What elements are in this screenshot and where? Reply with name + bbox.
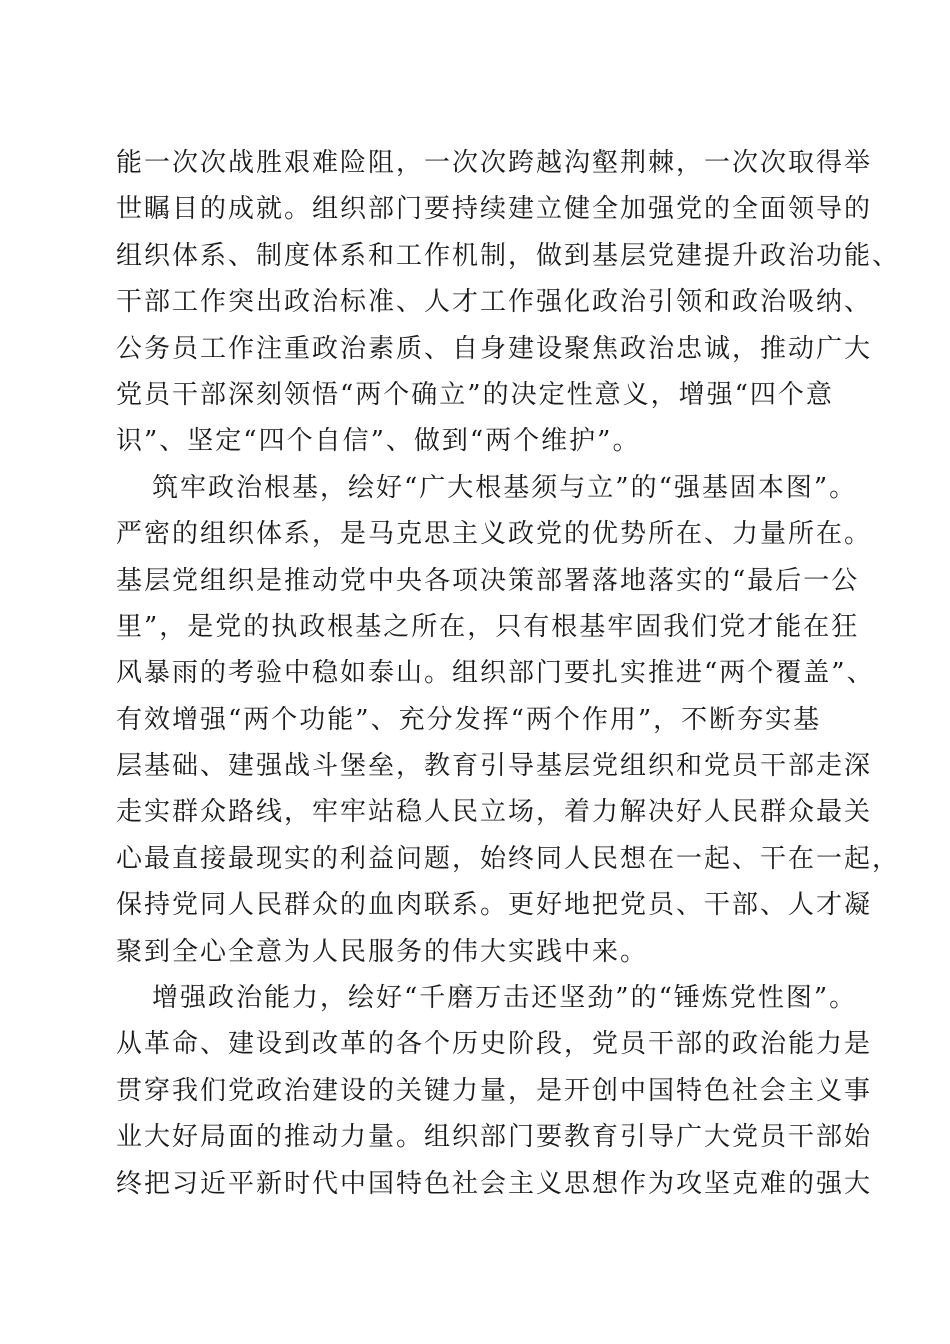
text-line: 能一次次战胜艰难险阻，一次次跨越沟壑荆棘，一次次取得举 [116, 148, 873, 178]
text-line: 世瞩目的成就。组织部门要持续建立健全加强党的全面领导的 [116, 194, 873, 225]
text-line: 公务员工作注重政治素质、自身建设聚焦政治忠诚，推动广大 [116, 333, 873, 364]
text-line: 聚到全心全意为人民服务的伟大实践中来。 [116, 936, 649, 967]
text-line: 严密的组织体系，是马克思主义政党的优势所在、力量所在。 [116, 519, 873, 550]
text-line: 增强政治能力，绘好“千磨万击还坚劲”的“锤炼党性图”。 [152, 983, 858, 1014]
paragraph-3 [116, 975, 873, 1207]
text-line: 心最直接最现实的利益问题，始终同人民想在一起、干在一起， [116, 843, 901, 874]
text-line: 识”、坚定“四个自信”、做到“两个维护”。 [116, 426, 641, 457]
text-line: 保持党同人民群众的血肉联系。更好地把党员、干部、人才凝 [116, 890, 873, 921]
text-line: 党员干部深刻领悟“两个确立”的决定性意义，增强“四个意 [116, 379, 834, 410]
text-line: 业大好局面的推动力量。组织部门要教育引导广大党员干部始 [116, 1122, 873, 1153]
body-text [116, 140, 901, 1207]
text-line: 层基础、建强战斗堡垒，教育引导基层党组织和党员干部走深 [116, 751, 873, 782]
text-line: 组织体系、制度体系和工作机制，做到基层党建提升政治功能、 [116, 240, 901, 271]
text-line: 干部工作突出政治标准、人才工作强化政治引领和政治吸纳、 [116, 287, 873, 318]
text-line: 走实群众路线，牢牢站稳人民立场，着力解决好人民群众最关 [116, 797, 873, 828]
text-line: 里”，是党的执政根基之所在，只有根基牢固我们党才能在狂 [116, 611, 860, 642]
text-line: 贯穿我们党政治建设的关键力量，是开创中国特色社会主义事 [116, 1075, 873, 1106]
paragraph-2 [116, 465, 901, 975]
paragraph-1 [116, 140, 901, 465]
text-line: 筑牢政治根基，绘好“广大根基须与立”的“强基固本图”。 [152, 472, 858, 503]
text-line: 终把习近平新时代中国特色社会主义思想作为攻坚克难的强大 [116, 1168, 873, 1199]
text-line: 基层党组织是推动党中央各项决策部署落地落实的“最后一公 [116, 565, 860, 596]
text-line: 从革命、建设到改革的各个历史阶段，党员干部的政治能力是 [116, 1029, 873, 1060]
text-line: 风暴雨的考验中稳如泰山。组织部门要扎实推进“两个覆盖”、 [116, 658, 875, 689]
text-line: 有效增强“两个功能”、充分发挥“两个作用”，不断夯实基 [116, 704, 822, 735]
